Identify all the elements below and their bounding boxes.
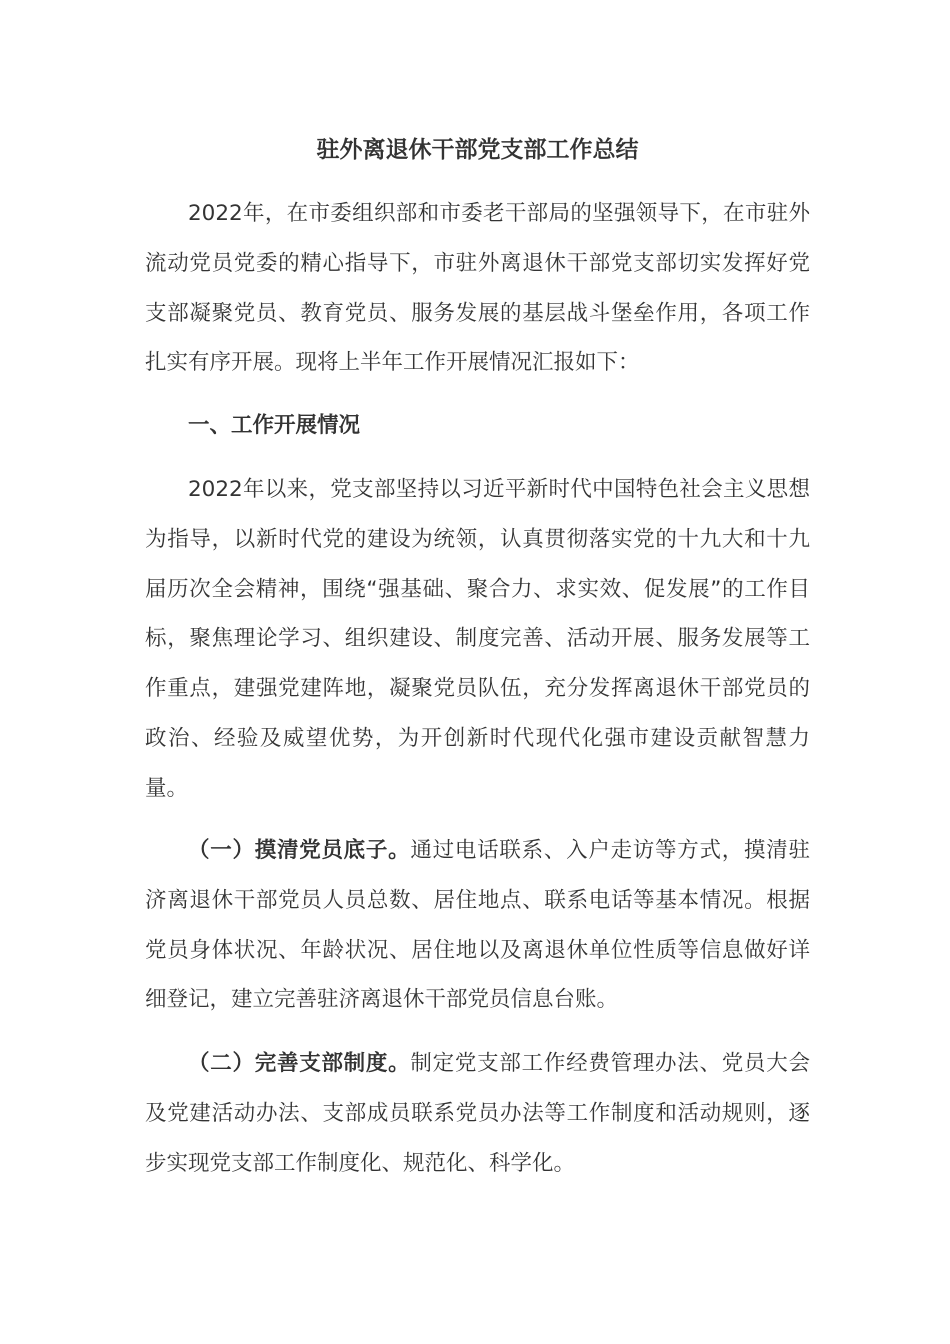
intro-paragraph: 2022年，在市委组织部和市委老干部局的坚强领导下，在市驻外流动党员党委的精心指导下，市驻外离退休干部党支部切实发挥好党支部凝聚党员、教育党员、服务发展的基层战斗堡垒作用，各项工作扎实有序开展。现将上半年工作开展情况汇报如下：	[145, 201, 810, 376]
item-paragraph-branch-rules	[145, 1039, 810, 1188]
section-heading-work-progress: 一、工作开展情况	[188, 413, 361, 438]
document-title: 驻外离退休干部党支部工作总结	[316, 137, 639, 163]
section-body-paragraph: 2022年以来，党支部坚持以习近平新时代中国特色社会主义思想为指导，以新时代党的建设为统领，认真贯彻落实党的十九大和十九届历次全会精神，围绕“强基础、聚合力、求实效、促发展”的工作目标，聚焦理论学习、组织建设、制度完善、活动开展、服务发展等工作重点，建强党建阵地，凝聚党员队伍，充分发挥离退休干部党员的政治、经验及威望优势，为开创新时代现代化强市建设贡献智慧力量。	[145, 477, 810, 801]
item-lead-branch-rules: （二）完善支部制度。	[188, 1051, 411, 1076]
item-lead-member-survey: （一）摸清党员底子。	[188, 838, 411, 863]
item-body-member-survey: 通过电话联系、入户走访等方式，摸清驻济离退休干部党员人员总数、居住地点、联系电话等基本情况。根据党员身体状况、年龄状况、居住地以及离退休单位性质等信息做好详细登记，建立完善驻济离退休干部党员信息台账。	[145, 838, 810, 1013]
item-paragraph-member-survey	[145, 826, 810, 1025]
item-body-branch-rules: 制定党支部工作经费管理办法、党员大会及党建活动办法、支部成员联系党员办法等工作制度和活动规则，逐步实现党支部工作制度化、规范化、科学化。	[145, 1051, 810, 1176]
